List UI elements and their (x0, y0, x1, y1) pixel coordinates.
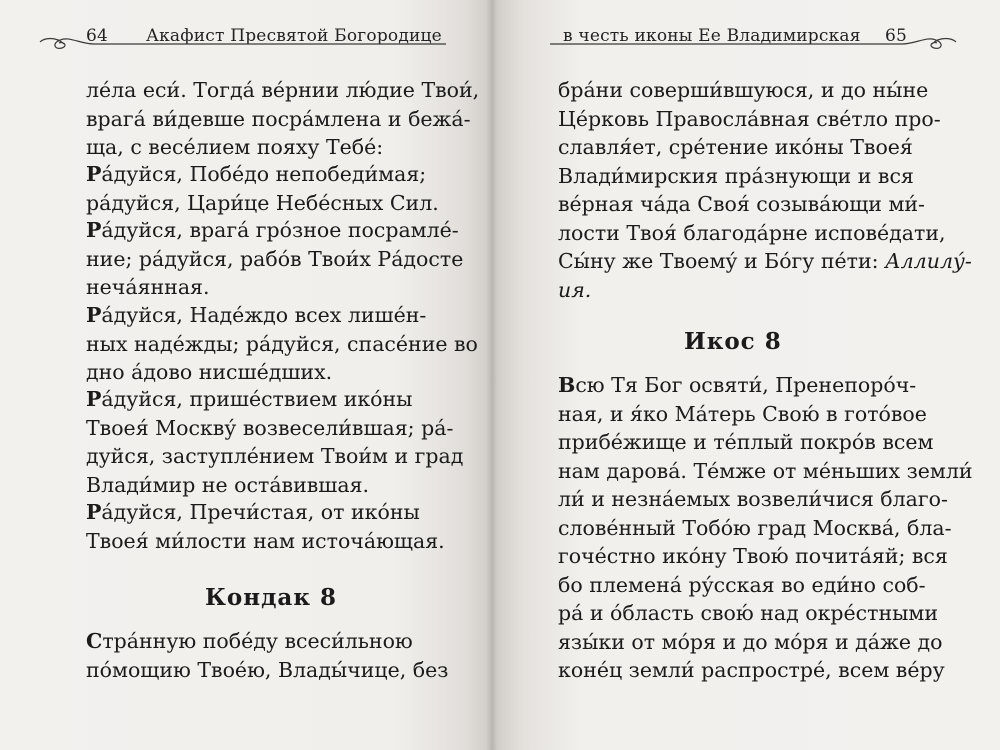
left-text-block-4 (86, 301, 478, 387)
text-line: лости Твоя́ благода́рне испове́дати, (558, 220, 946, 245)
text-line: ле́ла еси́. Тогда́ ве́рнии лю́дие Твои́, (86, 78, 480, 102)
text-line: ве́рная ча́да Своя́ созыва́ющи ми́- (558, 192, 925, 216)
text-line: ща, с весе́лием пояху Тебе́: (86, 135, 384, 159)
text-line: Ра́дуйся, Наде́ждо всех лише́н- (86, 303, 427, 327)
text-line: Ра́дуйся, врага́ гро́зное посрамле́- (86, 218, 459, 242)
left-running-title: Акафист Пресвятой Богородице (146, 26, 442, 46)
text-line: Стра́нную побе́ду всеси́льною (86, 629, 413, 653)
text-line: Влади́мир не оста́вившая. (86, 472, 370, 497)
text-line: гоче́стно ико́ну Твою́ почита́яй; вся (558, 544, 948, 568)
left-page-number: 64 (86, 26, 109, 46)
right-text-block-2 (558, 371, 973, 685)
left-section-heading: Кондак 8 (205, 584, 337, 611)
left-page (0, 0, 492, 750)
text-line-part: Сы́ну же Твоему́ и Бо́гу пе́ти: (558, 249, 879, 273)
text-line: дно а́дово нисше́дших. (86, 360, 333, 384)
right-text-block-1 (558, 76, 972, 304)
left-text-block-2 (86, 160, 439, 217)
text-line: славля́ет, сре́тение ико́ны Твоея́ (558, 135, 913, 159)
text-line: ние; ра́дуйся, рабо́в Твои́х Ра́досте (86, 246, 464, 271)
text-line: бо племена́ ру́сская во еди́но соб- (558, 572, 926, 597)
text-line: Всю Тя Бог освяти́, Пренепоро́ч- (558, 373, 917, 397)
alleluia-italic-end: ия. (558, 277, 592, 302)
text-line: язы́ки от мо́ря и до мо́ря и да́же до (558, 629, 943, 654)
text-line: дуйся, заступле́нием Твои́м и град (86, 444, 464, 468)
right-running-title: в честь иконы Ее Владимирская (563, 26, 861, 46)
right-page (492, 0, 1000, 750)
initial-letter: Р (86, 162, 102, 186)
text-line: Ра́дуйся, Пречи́стая, от ико́ны (86, 500, 420, 524)
text-line: по́мощию Твое́ю, Влады́чице, без (86, 657, 449, 682)
initial-letter: Р (86, 500, 102, 524)
right-section-heading: Икос 8 (684, 328, 782, 355)
right-header-ornament (510, 32, 980, 52)
text-line: ра́ и о́бласть свою́ над окре́стными (558, 601, 939, 625)
alleluia-italic: Аллилу́- (885, 249, 972, 273)
initial-letter: Р (86, 387, 102, 411)
text-line (558, 247, 972, 276)
left-text-block-7 (86, 627, 448, 684)
book-gutter-shadow (486, 0, 498, 750)
left-text-block-1 (86, 76, 479, 162)
text-line: коне́ц земли́ распростре́, всем ве́ру (558, 658, 945, 682)
initial-letter: С (86, 629, 103, 653)
left-text-block-6 (86, 498, 445, 555)
initial-letter: Р (86, 303, 102, 327)
text-line: ли́ и незна́емых возвели́чися благо- (558, 487, 948, 511)
text-line: Твоея́ ми́лости нам источа́ющая. (86, 528, 445, 553)
text-line: слове́нный Тобо́ю град Москва́, бла- (558, 515, 952, 540)
text-line: ра́дуйся, Цари́це Небе́сных Сил. (86, 190, 439, 215)
text-line: бра́ни соверши́вшуюся, и до ны́не (558, 78, 929, 102)
text-line: Ра́дуйся, Побе́до непобеди́мая; (86, 162, 427, 186)
text-line: Влади́мирския пра́знующи и вся (558, 163, 914, 188)
left-text-block-3 (86, 216, 463, 302)
text-line: ных наде́жды; ра́дуйся, спасе́ние во (86, 331, 478, 356)
text-line: Це́рковь Правосла́вная све́тло про- (558, 106, 941, 131)
text-line: Ра́дуйся, прише́ствием ико́ны (86, 387, 413, 411)
text-line: неча́янная. (86, 275, 210, 299)
text-line: врага́ ви́девше посра́млена и бежа́- (86, 106, 471, 131)
initial-letter: Р (86, 218, 102, 242)
text-line: прибе́жище и те́плый покро́в всем (558, 430, 934, 454)
text-line: ная, и я́ко Ма́терь Свою́ в гото́вое (558, 401, 927, 426)
left-header-ornament (34, 32, 474, 52)
text-line (558, 276, 972, 305)
text-line: нам дарова́. Те́мже от ме́ньших земли́ (558, 458, 973, 483)
initial-letter: В (558, 373, 576, 397)
right-page-number: 65 (885, 26, 908, 46)
left-text-block-5 (86, 385, 463, 499)
text-line: Твоея́ Москву́ возвесели́вшая; ра́- (86, 415, 454, 440)
